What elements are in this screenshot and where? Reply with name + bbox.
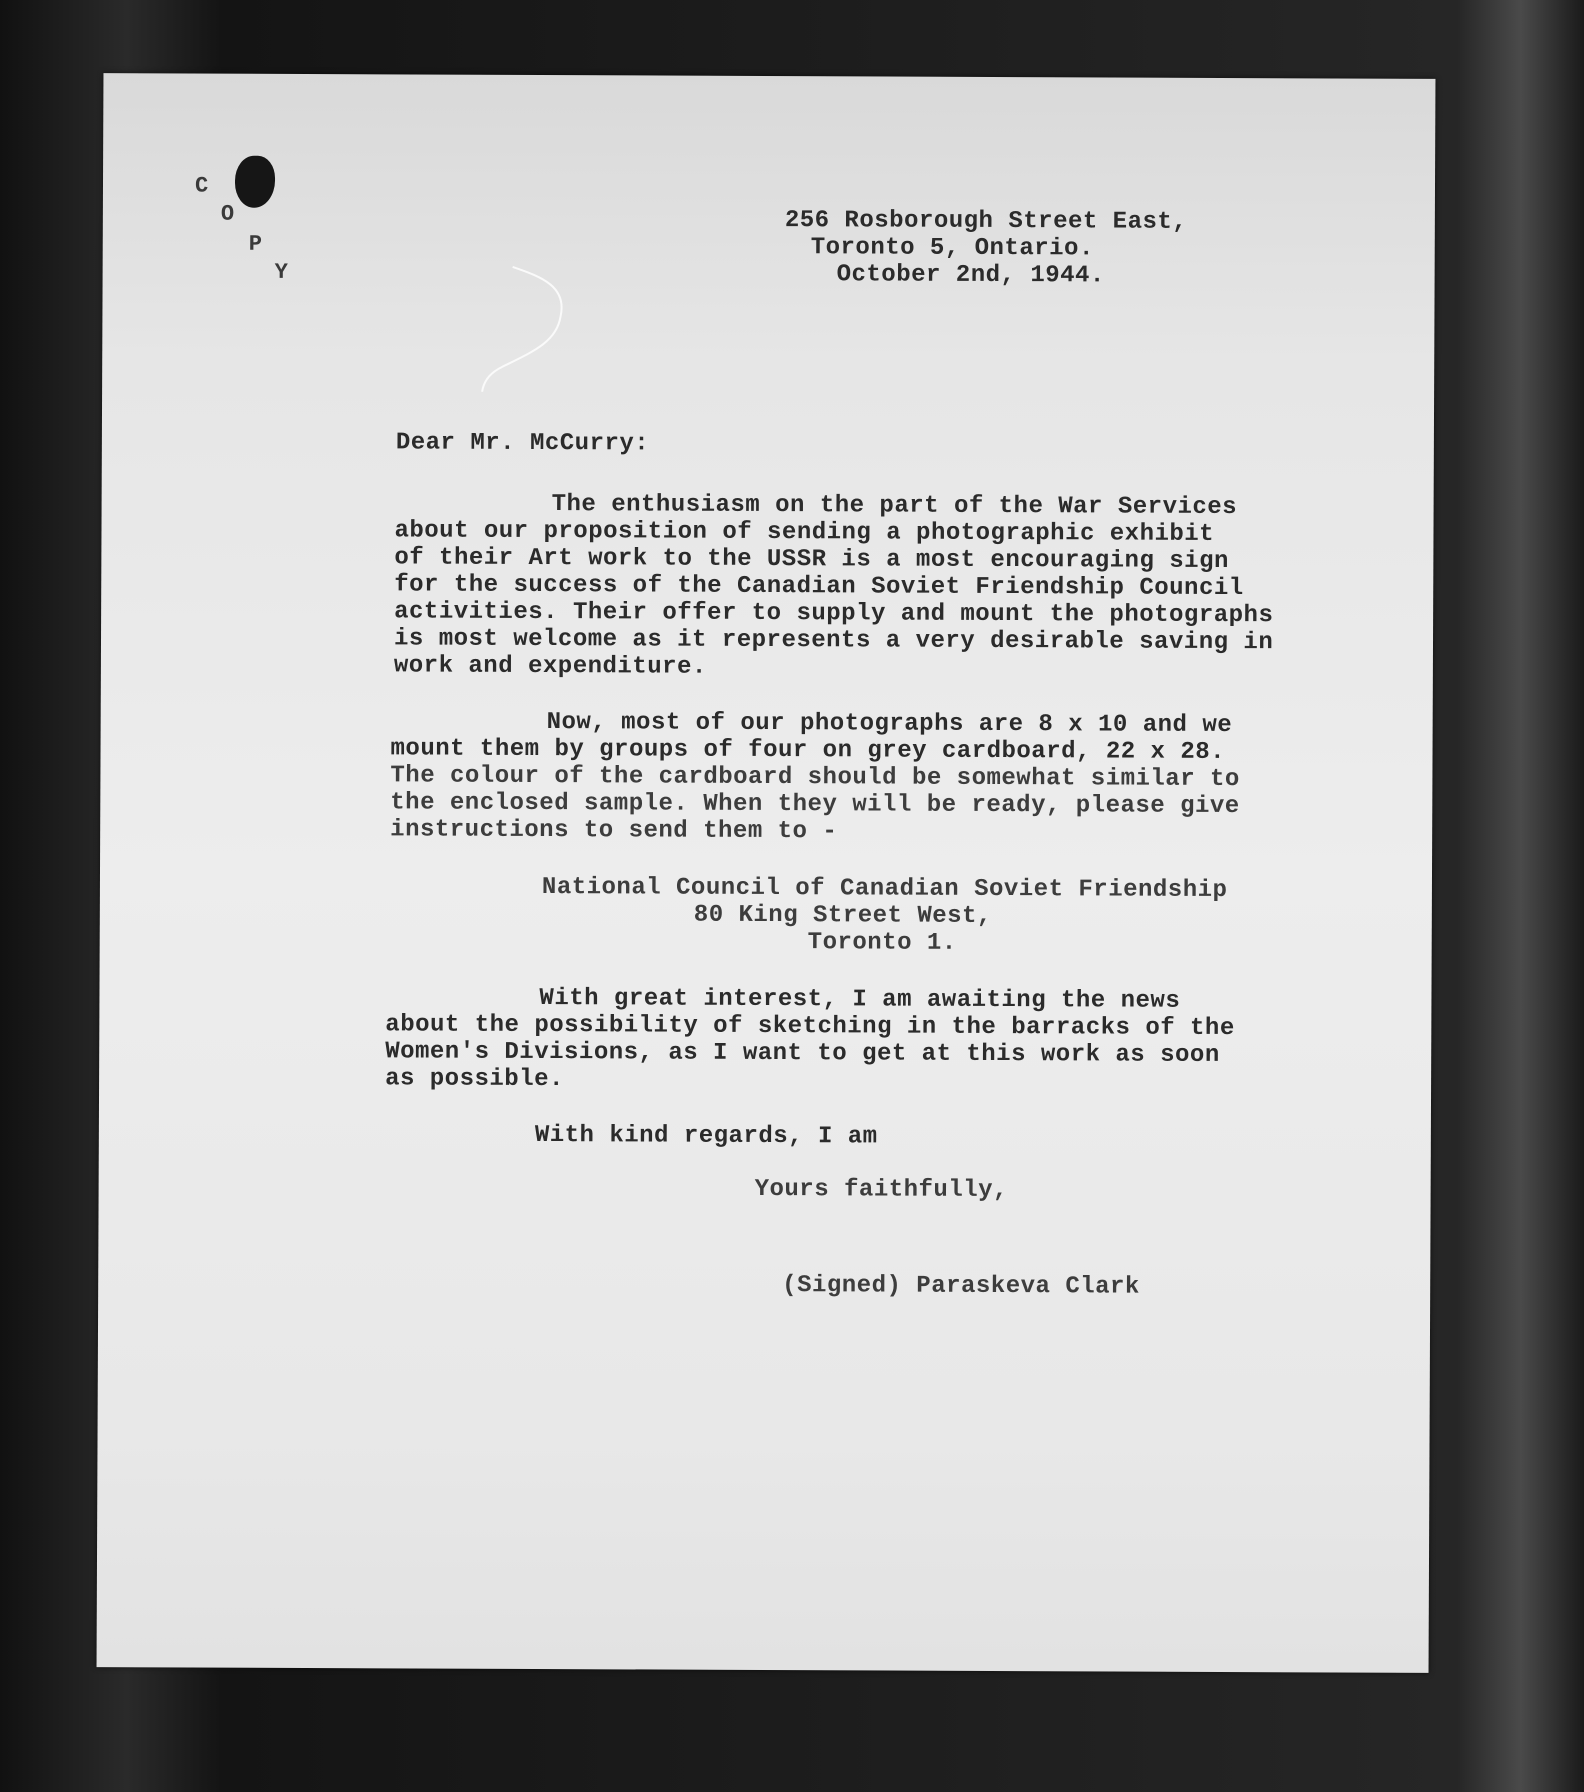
letter-page [97, 73, 1436, 1673]
closing-regards: With kind regards, I am [534, 1121, 878, 1151]
paragraph-2-line: The colour of the cardboard should be somewhat similar to [390, 762, 1240, 794]
paragraph-3-line: as possible. [385, 1065, 564, 1094]
salutation: Dear Mr. McCurry: [395, 429, 650, 458]
copy-stamp-letter: C [194, 173, 209, 199]
paragraph-3-line: about the possibility of sketching in the barracks of the [385, 1011, 1235, 1043]
copy-stamp-letter: P [248, 231, 262, 257]
ink-blot [235, 156, 275, 208]
paragraph-2-line: Now, most of our photographs are 8 x 10 and we [546, 709, 1233, 740]
paragraph-1-line: for the success of the Canadian Soviet Friendship Council [394, 571, 1244, 603]
paragraph-1-line: The enthusiasm on the part of the War Services [551, 491, 1238, 522]
copy-stamp-letter: O [220, 201, 235, 227]
recipient-address-line3: Toronto 1. [807, 929, 957, 957]
recipient-address-line1: National Council of Canadian Soviet Friendship [541, 874, 1228, 905]
paragraph-1-line: work and expenditure. [393, 652, 707, 681]
signature-line: (Signed) Paraskeva Clark [782, 1272, 1140, 1301]
paragraph-3-line: Women's Divisions, as I want to get at this work as soon [385, 1038, 1220, 1069]
paragraph-1-line: activities. Their offer to supply and mount the photographs [394, 598, 1274, 630]
paragraph-2-line: instructions to send them to - [390, 816, 838, 846]
copy-stamp-letter: Y [274, 259, 288, 285]
paper-scratch-mark [472, 257, 593, 398]
paragraph-2-line: the enclosed sample. When they will be ready, please give [390, 789, 1240, 821]
sender-address-line1: 256 Rosborough Street East, [784, 207, 1188, 236]
valediction: Yours faithfully, [754, 1175, 1009, 1205]
recipient-address-line2: 80 King Street West, [693, 901, 992, 930]
letter-date: October 2nd, 1944. [836, 261, 1105, 290]
paragraph-3-line: With great interest, I am awaiting the news [539, 985, 1181, 1015]
paragraph-2-line: mount them by groups of four on grey cardboard, 22 x 28. [390, 735, 1226, 767]
paragraph-1-line: is most welcome as it represents a very desirable saving in [393, 625, 1274, 657]
paragraph-1-line: about our proposition of sending a photographic exhibit [394, 517, 1215, 548]
paragraph-1-line: of their Art work to the USSR is a most encouraging sign [394, 544, 1229, 576]
sender-address-line2: Toronto 5, Ontario. [810, 234, 1094, 263]
